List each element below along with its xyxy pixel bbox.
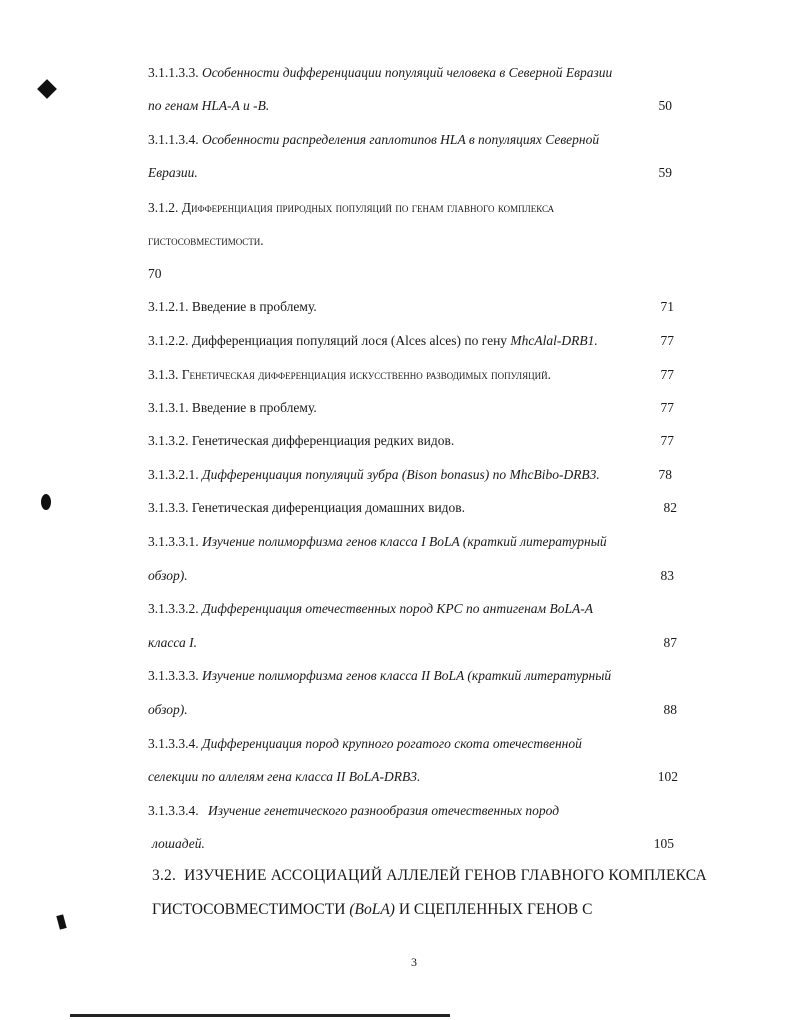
toc-title-cont: лошадей. (152, 836, 205, 851)
toc-entry (148, 533, 607, 551)
toc-number: 3.1.3. (148, 367, 179, 382)
toc-page: 77 (660, 400, 674, 415)
toc-title: Изучение генетического разнообразия отечественных пород (208, 803, 560, 818)
toc-number: 3.1.3.3.4. (148, 803, 199, 818)
toc-number: 3.1.3.3.1. (148, 534, 199, 549)
toc-number: 3.1.3.2.1. (148, 467, 199, 482)
toc-title-part: ГИСТОСОВМЕСТИМОСТИ (152, 901, 346, 918)
page-number: 3 (411, 955, 417, 969)
toc-page: 77 (660, 333, 674, 348)
toc-entry (148, 667, 611, 685)
toc-number: 3.1.3.3.2. (148, 601, 199, 616)
toc-entry (148, 735, 582, 753)
toc-title-cont: обзор). (148, 702, 188, 717)
toc-page: 59 (658, 165, 672, 180)
toc-title-cont: по генам HLA-A и -B. (148, 98, 270, 113)
toc-page: 50 (658, 98, 672, 113)
toc-number: 3.1.2.2. (148, 333, 189, 348)
toc-entry (148, 64, 612, 82)
toc-title: Дифференциация природных популяций по генам главного комплекса (181, 200, 555, 215)
toc-gene: MhcAlal-DRB1. (510, 333, 598, 348)
toc-entry (148, 131, 599, 149)
toc-page: 102 (657, 769, 678, 784)
toc-title-cont (152, 901, 592, 919)
scan-blot (37, 79, 57, 99)
toc-entry (148, 399, 317, 417)
toc-title: Особенности дифференциации популяций человека в Северной Евразии (202, 65, 613, 80)
toc-number: 3.1.3.1. (148, 400, 189, 415)
toc-title-part: И СЦЕПЛЕННЫХ ГЕНОВ С (398, 901, 593, 918)
toc-title: Генетическая дифференциация редких видов. (191, 433, 455, 448)
toc-title: Введение в проблему. (191, 400, 317, 415)
toc-page: 78 (658, 467, 672, 482)
scan-blot (41, 494, 51, 510)
toc-number: 3.1.2. (148, 200, 179, 215)
toc-page: 83 (660, 568, 674, 583)
scan-edge-line (70, 1014, 450, 1017)
toc-number: 3.1.1.3.4. (148, 132, 199, 147)
toc-title-cont: класса I. (148, 635, 198, 650)
toc-page: 71 (660, 299, 674, 314)
toc-number: 3.2. (152, 867, 177, 884)
toc-entry (148, 432, 454, 450)
toc-page: 77 (660, 367, 674, 382)
toc-entry (148, 802, 559, 820)
toc-title: Дифференциация отечественных пород КРС по антигенам BoLA-A (202, 601, 594, 616)
toc-entry (148, 332, 598, 350)
toc-entry-section (152, 867, 707, 885)
toc-entry (148, 298, 317, 316)
toc-number: 3.1.3.3. (148, 500, 189, 515)
toc-title-cont: селекции по аллелям гена класса II BoLA-DRB3. (148, 769, 421, 784)
toc-entry (148, 499, 465, 517)
toc-entry (148, 366, 551, 384)
toc-title: Изучение полиморфизма генов класса II BoLA (краткий литературный (202, 668, 612, 683)
toc-page: 70 (148, 266, 162, 281)
toc-number: 3.1.2.1. (148, 299, 189, 314)
toc-entry (148, 600, 593, 618)
toc-title: ИЗУЧЕНИЕ АССОЦИАЦИЙ АЛЛЕЛЕЙ ГЕНОВ ГЛАВНОГО КОМПЛЕКСА (184, 867, 707, 884)
toc-title-cont: обзор). (148, 568, 188, 583)
toc-entry (148, 199, 554, 217)
toc-page: 82 (663, 500, 677, 515)
toc-title: Генетическая диференциация домашних видов. (191, 500, 466, 515)
toc-number: 3.1.3.3.4. (148, 736, 199, 751)
toc-page: 87 (663, 635, 677, 650)
toc-title: Особенности распределения гаплотипов HLA в популяциях Северной (202, 132, 600, 147)
toc-title: Дифференциация популяций лося (Alces alces) по гену (191, 333, 508, 348)
toc-page: 77 (660, 433, 674, 448)
toc-title: Изучение полиморфизма генов класса I BoLA (краткий литературный (202, 534, 607, 549)
toc-title: Введение в проблему. (191, 299, 317, 314)
toc-title: Дифференциация популяций зубра (Bison bonasus) по MhcBibo-DRB3. (202, 467, 600, 482)
toc-title: Генетическая дифференциация искусственно разводимых популяций. (181, 367, 551, 382)
toc-title-cont: Евразии. (148, 165, 198, 180)
toc-page: 88 (663, 702, 677, 717)
scan-blot (56, 914, 66, 929)
toc-title-cont: гистосовместимости. (148, 233, 264, 248)
toc-number: 3.1.1.3.3. (148, 65, 199, 80)
toc-page: 105 (653, 836, 674, 851)
toc-number: 3.1.3.2. (148, 433, 189, 448)
toc-title: Дифференциация пород крупного рогатого скота отечественной (202, 736, 582, 751)
toc-entry (148, 466, 600, 484)
toc-number: 3.1.3.3.3. (148, 668, 199, 683)
toc-title-part: (BoLA) (349, 901, 395, 918)
